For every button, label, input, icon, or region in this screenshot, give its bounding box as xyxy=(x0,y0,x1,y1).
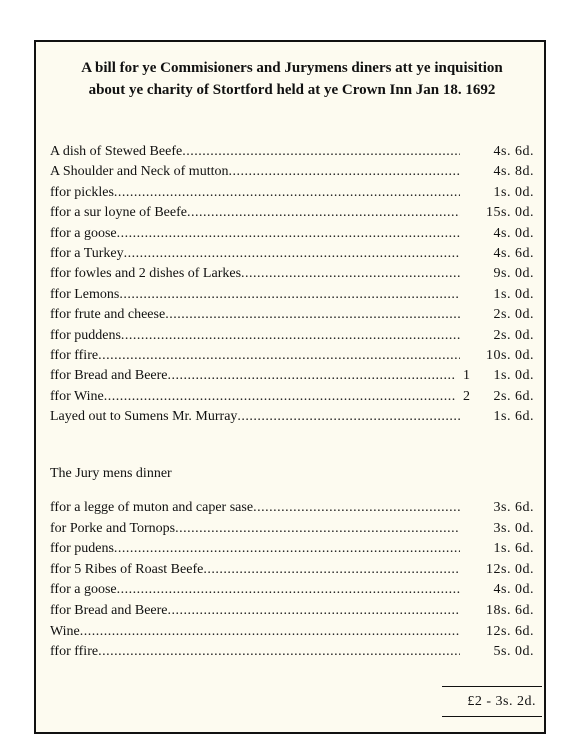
line-item-amount: 4s. 6d. xyxy=(470,244,534,264)
line-item-amount: 3s. 0d. xyxy=(470,519,534,539)
line-item xyxy=(50,622,534,642)
line-item-amount: 4s. 8d. xyxy=(470,162,534,182)
line-item-label: for Porke and Tornops ..... xyxy=(50,519,460,539)
line-item xyxy=(50,387,534,407)
line-item xyxy=(50,264,534,284)
line-item-amount: 9s. 0d. xyxy=(470,264,534,284)
line-item-amount: 12s. 0d. xyxy=(470,560,534,580)
line-item-amount: 18s. 6d. xyxy=(470,601,534,621)
line-item xyxy=(50,539,534,559)
line-item-amount: 1s. 6d. xyxy=(470,407,534,427)
line-item-amount: 2s. 0d. xyxy=(470,326,534,346)
line-item xyxy=(50,326,534,346)
line-item xyxy=(50,519,534,539)
line-item-label: ffor ffire ..... xyxy=(50,346,460,366)
line-item-label: ffor Bread and Beere ..... xyxy=(50,366,460,386)
line-item-amount: 4s. 6d. xyxy=(470,142,534,162)
line-item-amount: 1s. 0d. xyxy=(470,366,534,386)
line-item-label: ffor a legge of muton and caper sase ..... xyxy=(50,498,460,518)
line-item-amount: 2s. 6d. xyxy=(470,387,534,407)
line-item-label: ffor puddens ..... xyxy=(50,326,460,346)
line-item-label: Wine ..... xyxy=(50,622,460,642)
bill-total: £2 - 3s. 2d. xyxy=(467,694,536,709)
line-item xyxy=(50,224,534,244)
line-item-label: ffor fowles and 2 dishes of Larkes ..... xyxy=(50,264,460,284)
line-item-label: ffor ffire ..... xyxy=(50,642,460,662)
line-item-label: A dish of Stewed Beefe ..... xyxy=(50,142,460,162)
line-item-label: ffor Lemons ..... xyxy=(50,285,460,305)
bill-title: A bill for ye Commisioners and Jurymens diners att ye inquisition about ye charity of Stortford held at ye Crown Inn Jan 18. 1692 xyxy=(81,60,503,98)
line-item xyxy=(50,580,534,600)
bill-document xyxy=(34,40,546,734)
line-item-label: ffor Bread and Beere ..... xyxy=(50,601,460,621)
jury-section-heading: The Jury mens dinner xyxy=(50,466,172,481)
line-item-amount: 5s. 0d. xyxy=(470,642,534,662)
line-item-label: Layed out to Sumens Mr. Murray ..... xyxy=(50,407,460,427)
line-item xyxy=(50,162,534,182)
total-rule-top xyxy=(442,686,542,687)
line-item-label: ffor pickles ..... xyxy=(50,183,460,203)
line-item xyxy=(50,305,534,325)
line-item xyxy=(50,407,534,427)
line-item-label: ffor frute and cheese ..... xyxy=(50,305,460,325)
line-item xyxy=(50,601,534,621)
line-item xyxy=(50,560,534,580)
line-item xyxy=(50,346,534,366)
line-item-amount: 10s. 0d. xyxy=(470,346,534,366)
line-item xyxy=(50,142,534,162)
line-item xyxy=(50,285,534,305)
line-item xyxy=(50,498,534,518)
line-item xyxy=(50,366,534,386)
line-item xyxy=(50,642,534,662)
line-item-amount: 1s. 0d. xyxy=(470,285,534,305)
line-item xyxy=(50,183,534,203)
line-item-amount: 1s. 0d. xyxy=(470,183,534,203)
line-item-label: ffor 5 Ribes of Roast Beefe ..... xyxy=(50,560,460,580)
line-item-amount: 1s. 6d. xyxy=(470,539,534,559)
line-item-amount: 4s. 0d. xyxy=(470,224,534,244)
line-item-label: ffor a sur loyne of Beefe ..... xyxy=(50,203,460,223)
line-item-amount: 12s. 6d. xyxy=(470,622,534,642)
line-item xyxy=(50,203,534,223)
line-item-label: ffor a goose ..... xyxy=(50,224,460,244)
line-item-amount: 4s. 0d. xyxy=(470,580,534,600)
line-item-amount: 3s. 6d. xyxy=(470,498,534,518)
line-item-mark: 2 xyxy=(456,387,470,407)
line-item-label: ffor a Turkey ..... xyxy=(50,244,460,264)
line-item xyxy=(50,244,534,264)
total-rule-bottom xyxy=(442,716,542,717)
line-item-amount: 2s. 0d. xyxy=(470,305,534,325)
line-item-amount: 15s. 0d. xyxy=(470,203,534,223)
line-item-label: ffor Wine ..... xyxy=(50,387,460,407)
line-item-label: ffor a goose ..... xyxy=(50,580,460,600)
line-item-label: ffor pudens ..... xyxy=(50,539,460,559)
line-item-mark: 1 xyxy=(456,366,470,386)
line-item-label: A Shoulder and Neck of mutton ..... xyxy=(50,162,460,182)
